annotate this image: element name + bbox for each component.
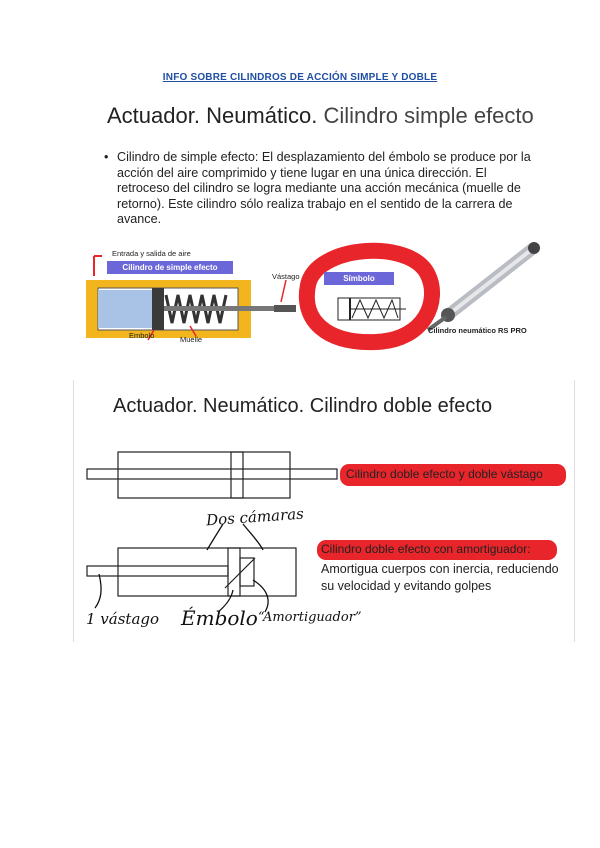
symbol-badge: Símbolo xyxy=(324,272,394,285)
double-rod-piston xyxy=(231,452,243,498)
single-acting-diagram xyxy=(76,240,546,360)
photo-label: Cilindro neumático RS PRO xyxy=(428,326,527,335)
cushion-rod xyxy=(87,566,228,576)
photo-cylinder xyxy=(428,242,540,330)
cushion-description: Amortigua cuerpos con inercia, reduciendo su velocidad y evitando golpes xyxy=(321,562,559,593)
rod-label: Vástago xyxy=(272,272,300,281)
cushion-piston xyxy=(228,548,240,596)
double-rod-cylinder xyxy=(118,452,290,498)
spring-label: Muelle xyxy=(180,335,203,344)
hand-chambers: Dos cámaras xyxy=(205,504,305,530)
cushion-block xyxy=(240,558,254,586)
hand-one-rod: 1 vástago xyxy=(86,610,160,628)
slide1-title-highlight: Cilindro simple efecto xyxy=(317,103,534,128)
piston-rod xyxy=(164,306,274,311)
slide1-title-prefix: Actuador. Neumático. xyxy=(107,103,318,128)
hand-cushion: “Amortiguador” xyxy=(258,610,362,625)
slide1-title xyxy=(107,103,534,129)
bullet-dot-icon: • xyxy=(104,150,109,164)
hand-piston: Émbolo xyxy=(181,606,258,630)
cushion-annotation: Cilindro doble efecto con amortiguador: xyxy=(321,542,531,556)
rod-pointer xyxy=(281,280,286,302)
cylinder-badge: Cilindro de simple efecto xyxy=(107,261,233,274)
piston-label: Embolo xyxy=(129,331,155,340)
cushion-cylinder xyxy=(118,548,296,596)
double-rod-annotation: Cilindro doble efecto y doble vástago xyxy=(346,467,543,481)
double-rod xyxy=(87,469,337,479)
air-chamber xyxy=(98,290,154,328)
slide1-bullet xyxy=(104,150,534,228)
air-label: Entrada y salida de aire xyxy=(112,249,191,258)
rod-hand-pointer xyxy=(95,574,101,608)
slide1-bullet-text: Cilindro de simple efecto: El desplazamiento del émbolo se produce por la acción del aire comprimido y tiene lugar en una única dirección. El retroceso del cilindro se logra mediante una acción mecánica (muelle de retorno). Este cilindro sólo realiza trabajo en el sentido de la carrera de avance. xyxy=(117,150,531,227)
info-link[interactable]: INFO SOBRE CILINDROS DE ACCIÓN SIMPLE Y DOBLE xyxy=(162,72,438,83)
slide2-title: Actuador. Neumático. Cilindro doble efecto xyxy=(113,395,493,417)
symbol-highlight-circle xyxy=(307,251,432,342)
piston-head xyxy=(152,288,164,330)
rod-end xyxy=(274,305,296,312)
chamber-pointer-right xyxy=(243,524,263,550)
